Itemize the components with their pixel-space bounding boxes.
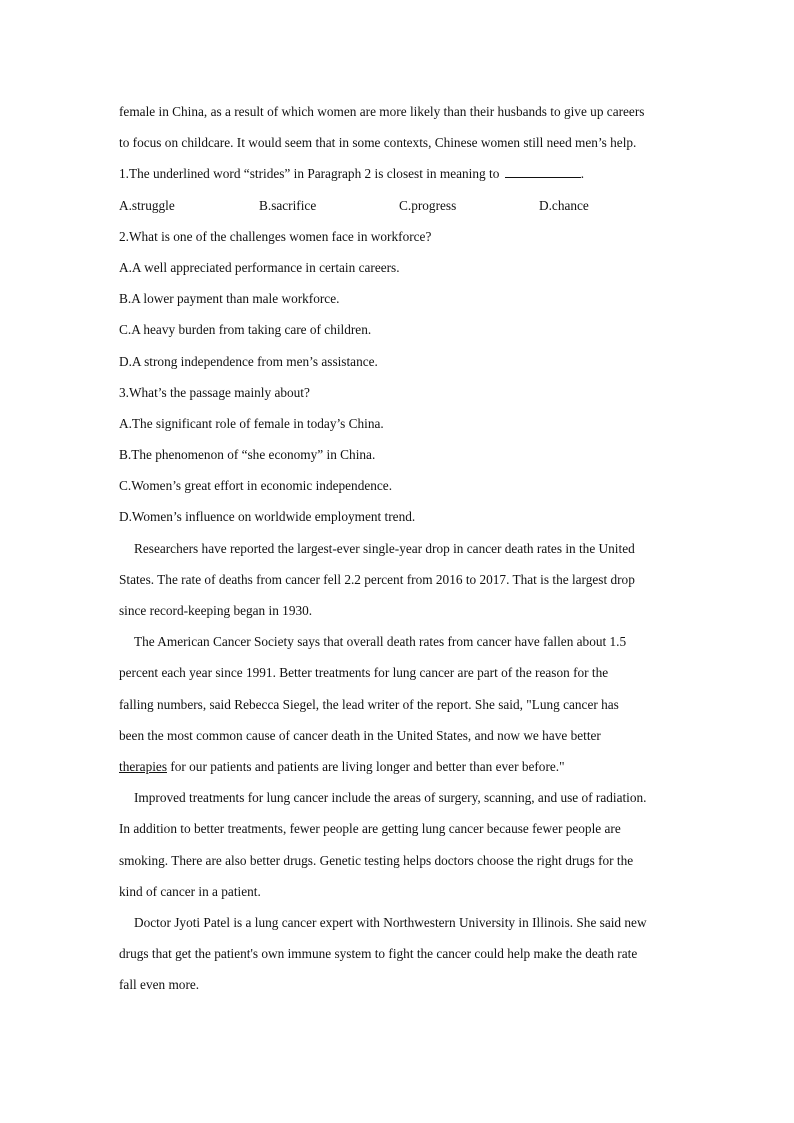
question-1-text: 1.The underlined word “strides” in Paragraph 2 is closest in meaning to bbox=[119, 166, 500, 182]
document-page bbox=[119, 100, 679, 1004]
option-c: C.progress bbox=[399, 197, 457, 213]
text-line: The American Cancer Society says that overall death rates from cancer have fallen about 1.5 bbox=[134, 634, 627, 650]
underlined-word: therapies bbox=[119, 758, 167, 774]
answer-blank bbox=[505, 165, 581, 178]
option-d: D.A strong independence from men’s assistance. bbox=[119, 353, 378, 369]
question-2-stem: 2.What is one of the challenges women face in workforce? bbox=[119, 228, 432, 244]
option-d: D.chance bbox=[539, 197, 589, 213]
text-line: smoking. There are also better drugs. Genetic testing helps doctors choose the right drugs for the bbox=[119, 852, 634, 868]
text-line: to focus on childcare. It would seem that in some contexts, Chinese women still need men’s help. bbox=[119, 135, 637, 151]
text-line: female in China, as a result of which women are more likely than their husbands to give up careers bbox=[119, 104, 645, 119]
text-line: since record-keeping began in 1930. bbox=[119, 603, 313, 618]
text-line: Improved treatments for lung cancer include the areas of surgery, scanning, and use of radiation. bbox=[134, 790, 647, 806]
option-a: A.A well appreciated performance in certain careers. bbox=[119, 259, 400, 275]
text-line: falling numbers, said Rebecca Siegel, the lead writer of the report. She said, "Lung cancer has bbox=[119, 696, 619, 712]
question-3-stem: 3.What’s the passage mainly about? bbox=[119, 384, 310, 400]
question-1-options bbox=[119, 194, 679, 225]
text-line: Researchers have reported the largest-ever single-year drop in cancer death rates in the United bbox=[134, 540, 635, 556]
text-span: for our patients and patients are living longer and better than ever before." bbox=[167, 758, 565, 774]
option-b: B.sacrifice bbox=[259, 197, 317, 213]
text-line: In addition to better treatments, fewer people are getting lung cancer because fewer people are bbox=[119, 821, 621, 837]
text-line: kind of cancer in a patient. bbox=[119, 883, 261, 899]
option-a: A.struggle bbox=[119, 197, 175, 213]
option-b: B.The phenomenon of “she economy” in China. bbox=[119, 447, 376, 463]
question-1-stem bbox=[119, 162, 679, 193]
option-c: C.Women’s great effort in economic independence. bbox=[119, 478, 393, 494]
text-line: Doctor Jyoti Patel is a lung cancer expert with Northwestern University in Illinois. She said new bbox=[134, 914, 647, 930]
text-line: fall even more. bbox=[119, 977, 200, 993]
option-b: B.A lower payment than male workforce. bbox=[119, 291, 340, 307]
question-1-end: . bbox=[580, 166, 585, 182]
text-line: States. The rate of deaths from cancer fell 2.2 percent from 2016 to 2017. That is the largest drop bbox=[119, 571, 635, 587]
text-line bbox=[119, 755, 679, 786]
text-line: been the most common cause of cancer death in the United States, and now we have better bbox=[119, 727, 601, 743]
option-a: A.The significant role of female in today’s China. bbox=[119, 415, 384, 431]
option-d: D.Women’s influence on worldwide employment trend. bbox=[119, 509, 416, 525]
option-c: C.A heavy burden from taking care of children. bbox=[119, 322, 372, 338]
text-line: drugs that get the patient's own immune system to fight the cancer could help make the death rate bbox=[119, 946, 638, 962]
text-line: percent each year since 1991. Better treatments for lung cancer are part of the reason for the bbox=[119, 665, 609, 681]
